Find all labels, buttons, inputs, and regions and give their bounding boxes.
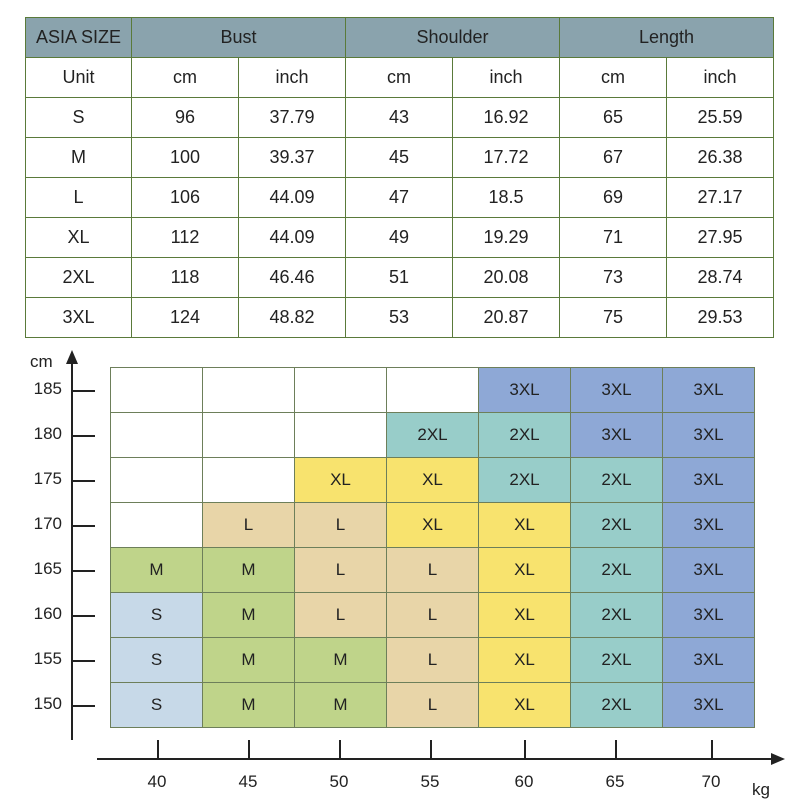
size-grid-cell: 3XL [662, 547, 755, 593]
y-tick-mark [73, 570, 95, 572]
measurement-cell: 118 [132, 258, 239, 298]
y-tick-mark [73, 435, 95, 437]
size-grid-cell: L [202, 502, 295, 548]
table-header-row [26, 18, 774, 58]
unit-cell: inch [239, 58, 346, 98]
size-label-cell: 2XL [26, 258, 132, 298]
size-grid-cell: 3XL [662, 412, 755, 458]
y-tick-label: 155 [33, 648, 62, 668]
measurement-cell: 29.53 [667, 298, 774, 338]
measurement-cell: 69 [560, 178, 667, 218]
size-grid-cell: S [110, 682, 203, 728]
size-label-cell: 3XL [26, 298, 132, 338]
x-tick-label: 70 [701, 772, 721, 791]
measurement-cell: 75 [560, 298, 667, 338]
height-weight-chart [0, 340, 800, 800]
size-grid-cell: 2XL [478, 412, 571, 458]
size-grid-cell: 2XL [478, 457, 571, 503]
unit-cell: inch [453, 58, 560, 98]
measurement-cell: 43 [346, 98, 453, 138]
size-grid-cell: 2XL [570, 592, 663, 638]
measurement-cell: 27.95 [667, 218, 774, 258]
x-tick-label: 65 [605, 772, 625, 791]
x-tick-mark [615, 740, 617, 758]
x-tick-label: 50 [329, 772, 349, 791]
table-row [26, 178, 774, 218]
size-grid-cell: L [294, 547, 387, 593]
size-grid-cell: M [202, 682, 295, 728]
x-tick-mark [339, 740, 341, 758]
size-grid-cell: XL [386, 457, 479, 503]
y-tick-label: 185 [33, 378, 62, 398]
y-tick-mark [73, 525, 95, 527]
header-asia-size: ASIA SIZE [26, 18, 132, 58]
y-tick-label: 165 [33, 558, 62, 578]
size-grid-cell: M [294, 637, 387, 683]
measurement-cell: 71 [560, 218, 667, 258]
x-tick-mark [248, 740, 250, 758]
table-row [26, 98, 774, 138]
size-grid-cell: XL [294, 457, 387, 503]
size-grid-cell: S [110, 637, 203, 683]
table-row [26, 138, 774, 178]
measurement-cell: 73 [560, 258, 667, 298]
measurement-cell: 17.72 [453, 138, 560, 178]
table-row [26, 258, 774, 298]
measurement-cell: 16.92 [453, 98, 560, 138]
measurement-cell: 18.5 [453, 178, 560, 218]
measurement-cell: 112 [132, 218, 239, 258]
y-tick-mark [73, 480, 95, 482]
size-label-cell: L [26, 178, 132, 218]
measurement-cell: 44.09 [239, 178, 346, 218]
measurement-cell: 20.87 [453, 298, 560, 338]
size-grid-cell: 3XL [662, 457, 755, 503]
measurement-cell: 19.29 [453, 218, 560, 258]
size-grid-cell: XL [478, 547, 571, 593]
measurement-cell: 45 [346, 138, 453, 178]
header-bust: Bust [132, 18, 346, 58]
measurement-cell: 67 [560, 138, 667, 178]
measurement-cell: 124 [132, 298, 239, 338]
measurement-cell: 96 [132, 98, 239, 138]
size-grid-cell: L [386, 547, 479, 593]
size-grid-cell: XL [478, 637, 571, 683]
size-label-cell: XL [26, 218, 132, 258]
table-row [26, 298, 774, 338]
size-grid-cell: 2XL [570, 457, 663, 503]
size-grid-cell: L [386, 682, 479, 728]
measurement-cell: 51 [346, 258, 453, 298]
size-grid-cell: L [294, 502, 387, 548]
measurement-cell: 26.38 [667, 138, 774, 178]
measurement-cell: 48.82 [239, 298, 346, 338]
size-grid-cell: 2XL [386, 412, 479, 458]
size-grid-cell: M [202, 592, 295, 638]
y-tick-mark [73, 660, 95, 662]
measurement-cell: 28.74 [667, 258, 774, 298]
unit-label: Unit [26, 58, 132, 98]
header-shoulder: Shoulder [346, 18, 560, 58]
size-grid-cell: L [386, 592, 479, 638]
x-tick-mark [711, 740, 713, 758]
y-tick-label: 175 [33, 468, 62, 488]
x-tick-mark [524, 740, 526, 758]
size-grid-cell: 3XL [662, 592, 755, 638]
size-grid-cell: 2XL [570, 682, 663, 728]
unit-cell: cm [132, 58, 239, 98]
size-grid-cell: 2XL [570, 502, 663, 548]
size-label-cell: M [26, 138, 132, 178]
measurement-cell: 44.09 [239, 218, 346, 258]
size-grid-cell: 3XL [570, 412, 663, 458]
y-tick-mark [73, 390, 95, 392]
unit-cell: inch [667, 58, 774, 98]
unit-cell: cm [560, 58, 667, 98]
size-grid-cell: M [202, 637, 295, 683]
measurement-cell: 106 [132, 178, 239, 218]
size-grid-cell: L [294, 592, 387, 638]
measurement-cell: 20.08 [453, 258, 560, 298]
size-grid-cell: 3XL [662, 502, 755, 548]
size-grid-cell: 3XL [662, 682, 755, 728]
measurement-cell: 47 [346, 178, 453, 218]
size-grid-cell: M [110, 547, 203, 593]
y-tick-mark [73, 615, 95, 617]
x-tick-label: 60 [514, 772, 534, 791]
size-grid-cell: 3XL [478, 367, 571, 413]
x-tick-label: 55 [420, 772, 440, 791]
size-grid-cell: XL [478, 682, 571, 728]
measurement-cell: 53 [346, 298, 453, 338]
y-tick-label: 150 [33, 693, 62, 713]
size-label-cell: S [26, 98, 132, 138]
x-axis-arrow-icon [0, 340, 800, 800]
size-grid-cell: 3XL [662, 367, 755, 413]
measurement-cell: 37.79 [239, 98, 346, 138]
table-row [26, 218, 774, 258]
measurement-cell: 27.17 [667, 178, 774, 218]
measurement-cell: 100 [132, 138, 239, 178]
size-grid-cell: XL [478, 592, 571, 638]
x-tick-label: 45 [238, 772, 258, 791]
measurement-cell: 49 [346, 218, 453, 258]
size-table [25, 17, 774, 338]
size-grid-cell: XL [386, 502, 479, 548]
measurement-cell: 25.59 [667, 98, 774, 138]
size-grid-cell: M [202, 547, 295, 593]
measurement-cell: 65 [560, 98, 667, 138]
measurement-cell: 46.46 [239, 258, 346, 298]
y-axis-unit: cm [30, 352, 53, 371]
x-tick-mark [157, 740, 159, 758]
size-grid-cell: L [386, 637, 479, 683]
size-grid-cell: 2XL [570, 547, 663, 593]
table-unit-row [26, 58, 774, 98]
y-tick-mark [73, 705, 95, 707]
x-axis-unit: kg [752, 780, 770, 799]
y-tick-label: 170 [33, 513, 62, 533]
size-grid-cell: XL [478, 502, 571, 548]
size-grid-cell: 3XL [570, 367, 663, 413]
y-tick-label: 160 [33, 603, 62, 623]
size-grid-cell: M [294, 682, 387, 728]
x-tick-mark [430, 740, 432, 758]
y-tick-label: 180 [33, 423, 62, 443]
size-grid-cell: 3XL [662, 637, 755, 683]
unit-cell: cm [346, 58, 453, 98]
measurement-cell: 39.37 [239, 138, 346, 178]
x-tick-label: 40 [147, 772, 167, 791]
header-length: Length [560, 18, 774, 58]
size-grid-cell: S [110, 592, 203, 638]
size-grid-cell: 2XL [570, 637, 663, 683]
